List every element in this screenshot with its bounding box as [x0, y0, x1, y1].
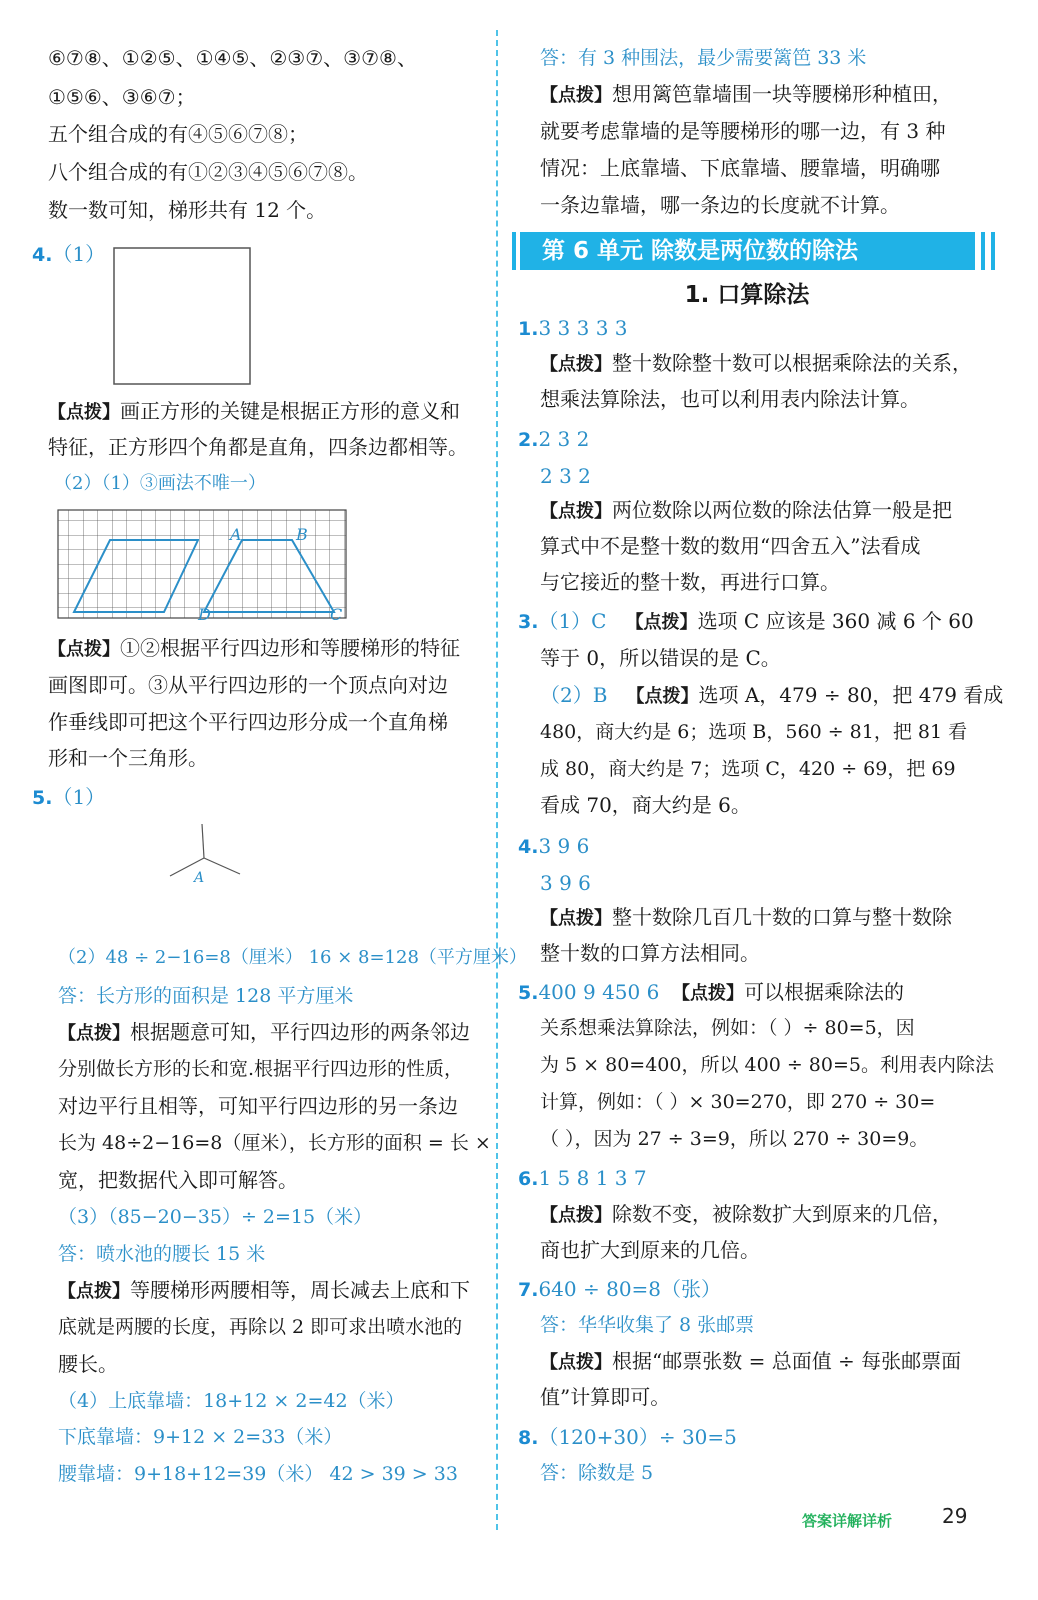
answer-line: 下底靠墙：9+12 × 2=33（米） — [58, 1426, 343, 1448]
tip-tag: 【点拨】 — [48, 402, 120, 423]
answer: 3 9 6 — [540, 871, 591, 895]
tip-line: 作垂线即可把这个平行四边形分成一个直角梯 — [48, 710, 448, 734]
unit-banner — [520, 232, 975, 270]
section-title: 1. 口算除法 — [684, 282, 810, 308]
point-label-a: A — [194, 870, 205, 886]
answer-line: 答：除数是 5 — [540, 1462, 654, 1484]
tip-line: 分别做长方形的长和宽.根据平行四边形的性质， — [58, 1058, 464, 1080]
tip-line: 形和一个三角形。 — [48, 746, 208, 770]
tip-line: 看成 70，商大约是 6。 — [540, 793, 751, 817]
question-4 — [518, 832, 589, 861]
point-label-d: D — [198, 605, 211, 624]
question-number: 7. — [518, 1279, 539, 1301]
tip-tag: 【点拨】 — [58, 1023, 130, 1044]
tip-tag: 【点拨】 — [540, 1352, 612, 1373]
tip-line: 【点拨】两位数除以两位数的除法估算一般是把 — [540, 498, 952, 522]
point-label-a: A — [230, 525, 242, 544]
answer: 3 3 3 3 3 — [538, 316, 628, 340]
tip-tag: 【点拨】 — [540, 85, 612, 106]
tip-tag: 【点拨】 — [626, 686, 699, 707]
question-1 — [518, 314, 628, 343]
tip-line: 画图即可。③从平行四边形的一个顶点向对边 — [48, 673, 448, 697]
column-divider — [496, 30, 498, 1530]
tip-line: 一条边靠墙，哪一条边的长度就不计算。 — [540, 193, 900, 217]
tip-line: 【点拨】根据“邮票张数 = 总面值 ÷ 每张邮票面 — [540, 1349, 962, 1373]
tip-tag: 【点拨】 — [540, 354, 612, 375]
tip-tag: 【点拨】 — [672, 983, 745, 1004]
tip-line: （2）B 【点拨】选项 A，479 ÷ 80，把 479 看成 — [540, 683, 1004, 707]
question-number: 5. — [32, 787, 53, 809]
tip-tag: 【点拨】 — [540, 501, 612, 522]
question-number: 3. — [518, 611, 539, 633]
tip-line: 整十数的口算方法相同。 — [540, 941, 760, 965]
tip-line: 情况：上底靠墙、下底靠墙、腰靠墙，明确哪 — [540, 156, 940, 180]
tip-tag: 【点拨】 — [58, 1281, 130, 1302]
answer: （120+30）÷ 30=5 — [538, 1425, 737, 1449]
sub-question: （1） — [52, 242, 106, 266]
tip-line: 成 80，商大约是 7；选项 C，420 ÷ 69，把 69 — [540, 758, 956, 780]
sub-question: （2）（1）③画法不唯一） — [54, 473, 266, 494]
tip-line: 商也扩大到原来的几倍。 — [540, 1238, 760, 1262]
tip-line: 【点拨】想用篱笆靠墙围一块等腰梯形种植田， — [540, 82, 952, 106]
tip-line: 就要考虑靠墙的是等腰梯形的哪一边，有 3 种 — [540, 119, 946, 143]
answer-line: 答：长方形的面积是 128 平方厘米 — [58, 985, 354, 1007]
tip-line: 【点拨】除数不变，被除数扩大到原来的几倍， — [540, 1202, 952, 1226]
question-number: 1. — [518, 318, 539, 340]
page-number: 29 — [942, 1504, 968, 1528]
tip-tag: 【点拨】 — [540, 908, 612, 929]
tip-line: 对边平行且相等，可知平行四边形的另一条边 — [58, 1094, 458, 1118]
footer-badge: 答案详解详析 — [802, 1512, 893, 1530]
tip-line: 【点拨】整十数除整十数可以根据乘除法的关系， — [540, 351, 972, 375]
answer-line: 答：有 3 种围法，最少需要篱笆 33 米 — [540, 47, 867, 69]
tip-line: 与它接近的整十数，再进行口算。 — [540, 570, 840, 594]
tip-line: 480，商大约是 6；选项 B，560 ÷ 81，把 81 看 — [540, 721, 968, 743]
text-line: 数一数可知，梯形共有 12 个。 — [48, 198, 327, 222]
answer-line: （3）（85−20−35）÷ 2=15（米） — [58, 1206, 373, 1228]
answer: （1）C — [538, 609, 607, 633]
tip-tag: 【点拨】 — [48, 639, 120, 660]
sub-question: （1） — [52, 785, 106, 809]
grid-figure — [54, 506, 350, 624]
tip-line: （ ），因为 27 ÷ 3=9，所以 270 ÷ 30=9。 — [540, 1128, 929, 1150]
question-2 — [518, 425, 589, 454]
point-label-c: C — [330, 605, 343, 624]
answer-line: （2）48 ÷ 2−16=8（厘米） 16 × 8=128（平方厘米） — [58, 947, 527, 968]
question-7 — [518, 1275, 721, 1304]
answer-line: （4）上底靠墙：18+12 × 2=42（米） — [58, 1390, 405, 1412]
question-number: 4. — [32, 244, 53, 266]
tip-line: 算式中不是整十数的数用“四舍五入”法看成 — [540, 534, 921, 558]
answer: 640 ÷ 80=8（张） — [538, 1277, 722, 1301]
question-8 — [518, 1423, 737, 1452]
text-line: ①⑤⑥、③⑥⑦； — [48, 85, 196, 109]
answer-line: 答：喷水池的腰长 15 米 — [58, 1243, 266, 1265]
answer: 400 9 450 6 — [538, 980, 660, 1004]
question-3: 3.（1）C 【点拨】选项 C 应该是 360 减 6 个 60 — [518, 609, 974, 633]
question-5: 5.400 9 450 6 【点拨】可以根据乘除法的 — [518, 980, 905, 1004]
tip-tag: 【点拨】 — [625, 612, 698, 633]
point-label-b: B — [296, 525, 308, 544]
question-4 — [32, 240, 105, 269]
question-number: 6. — [518, 1168, 539, 1190]
answer: 1 5 8 1 3 7 — [538, 1166, 647, 1190]
tip-line: 关系想乘法算除法，例如：（ ）÷ 80=5，因 — [540, 1017, 915, 1039]
tip-line: 底就是两腰的长度，再除以 2 即可求出喷水池的 — [58, 1316, 463, 1338]
answer-line: 腰靠墙：9+18+12=39（米） 42 > 39 > 33 — [58, 1463, 458, 1485]
tip-line: 【点拨】整十数除几百几十数的口算与整十数除 — [540, 905, 952, 929]
tip-line: 宽，把数据代入即可解答。 — [58, 1168, 298, 1192]
tip-line: 长为 48÷2−16=8（厘米），长方形的面积 = 长 × — [58, 1132, 491, 1154]
question-5 — [32, 783, 105, 812]
tip-line: 为 5 × 80=400，所以 400 ÷ 80=5。利用表内除法 — [540, 1054, 994, 1076]
question-number: 5. — [518, 982, 539, 1004]
square-figure — [112, 246, 254, 388]
answer: 2 3 2 — [538, 427, 590, 451]
question-number: 2. — [518, 429, 539, 451]
tip-line: 特征，正方形四个角都是直角，四条边都相等。 — [48, 435, 468, 459]
tip-line: 想乘法算除法，也可以利用表内除法计算。 — [540, 387, 920, 411]
tip-line: 计算，例如：（ ）× 30=270，即 270 ÷ 30= — [540, 1091, 936, 1113]
text-line: ⑥⑦⑧、①②⑤、①④⑤、②③⑦、③⑦⑧、 — [48, 46, 417, 70]
answer: 2 3 2 — [540, 464, 591, 488]
tip-line: 【点拨】根据题意可知，平行四边形的两条邻边 — [58, 1020, 470, 1044]
unit-title: 第 6 单元 除数是两位数的除法 — [542, 238, 859, 264]
text-line: 八个组合成的有①②③④⑤⑥⑦⑧。 — [48, 160, 368, 184]
text-line: 五个组合成的有④⑤⑥⑦⑧； — [48, 122, 308, 146]
tip-tag: 【点拨】 — [540, 1205, 612, 1226]
answer: （2）B — [540, 683, 608, 707]
tip-line: 等于 0，所以错误的是 C。 — [540, 646, 781, 670]
answer-line: 答：华华收集了 8 张邮票 — [540, 1314, 755, 1336]
answer: 3 9 6 — [538, 834, 590, 858]
tip-line: 值”计算即可。 — [540, 1385, 671, 1409]
question-number: 4. — [518, 836, 539, 858]
tip-line: 【点拨】①②根据平行四边形和等腰梯形的特征 — [48, 636, 460, 660]
angle-figure — [158, 818, 248, 890]
question-6 — [518, 1164, 647, 1193]
tip-line: 腰长。 — [58, 1352, 118, 1376]
tip-line: 【点拨】画正方形的关键是根据正方形的意义和 — [48, 399, 460, 423]
question-number: 8. — [518, 1427, 539, 1449]
tip-line: 【点拨】等腰梯形两腰相等，周长减去上底和下 — [58, 1278, 470, 1302]
